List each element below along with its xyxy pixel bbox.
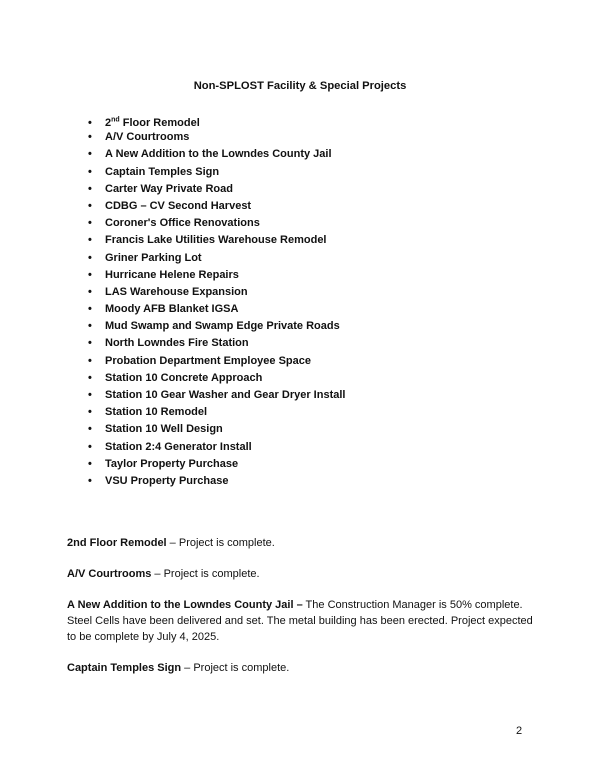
- list-item-label: North Lowndes Fire Station: [105, 337, 249, 350]
- list-item: [88, 405, 345, 422]
- detail-name: A/V Courtrooms: [67, 568, 152, 580]
- list-item-label: Hurricane Helene Repairs: [105, 268, 239, 281]
- bullet-icon: •: [88, 440, 92, 453]
- list-item: [88, 457, 345, 474]
- bullet-icon: •: [88, 474, 92, 487]
- list-item-label: Carter Way Private Road: [105, 182, 233, 195]
- list-item: [88, 130, 345, 147]
- list-item: [88, 336, 345, 353]
- list-item-label: Griner Parking Lot: [105, 251, 202, 264]
- bullet-icon: •: [88, 457, 92, 470]
- bullet-icon: •: [88, 165, 92, 178]
- list-item-label: Captain Temples Sign: [105, 165, 220, 178]
- list-item-label: Station 2:4 Generator Install: [105, 440, 252, 453]
- list-item: [88, 251, 345, 268]
- list-item-label: Mud Swamp and Swamp Edge Private Roads: [105, 320, 340, 333]
- list-item-label: Probation Department Employee Space: [105, 354, 311, 367]
- project-detail: [67, 566, 537, 582]
- list-item: [88, 147, 345, 164]
- list-item-label: Station 10 Well Design: [105, 423, 223, 436]
- list-item-label: Station 10 Concrete Approach: [105, 371, 263, 384]
- bullet-icon: •: [88, 371, 92, 384]
- list-item: [88, 319, 345, 336]
- bullet-icon: •: [88, 148, 92, 161]
- list-item: [88, 474, 345, 491]
- list-item: [88, 165, 345, 182]
- detail-name: A New Addition to the Lowndes County Jail –: [67, 599, 303, 611]
- page-number: 2: [516, 725, 523, 737]
- list-item-label: A/V Courtrooms: [105, 131, 190, 144]
- list-item: [88, 422, 345, 439]
- bullet-icon: •: [88, 131, 92, 144]
- list-item: [88, 199, 345, 216]
- list-item-label: CDBG – CV Second Harvest: [105, 199, 252, 212]
- project-detail: [67, 535, 537, 551]
- bullet-icon: •: [88, 303, 92, 316]
- bullet-icon: •: [88, 217, 92, 230]
- list-item-label: Station 10 Gear Washer and Gear Dryer Install: [105, 389, 346, 401]
- bullet-icon: •: [88, 337, 92, 350]
- list-item: [88, 285, 345, 302]
- detail-name: Captain Temples Sign: [67, 662, 182, 674]
- detail-text: – Project is complete.: [151, 568, 260, 580]
- project-detail: [67, 597, 537, 645]
- list-item: [88, 113, 345, 130]
- list-item-label: VSU Property Purchase: [105, 474, 229, 487]
- list-item: [88, 216, 345, 233]
- detail-text: The Construction Manager is 50% complete. Steel Cells have been delivered and set. The metal building has been erected. Project expected to be complete by July 4, 2025.: [67, 599, 533, 643]
- list-item-label: Moody AFB Blanket IGSA: [105, 303, 239, 316]
- bullet-icon: •: [88, 423, 92, 436]
- bullet-icon: •: [88, 389, 92, 401]
- bullet-icon: •: [88, 116, 92, 129]
- list-item: [88, 371, 345, 388]
- list-item: [88, 354, 345, 371]
- bullet-icon: •: [88, 354, 92, 367]
- detail-text: – Project is complete.: [181, 662, 290, 674]
- list-item: [88, 440, 345, 457]
- detail-name: 2nd Floor Remodel: [67, 537, 167, 549]
- list-item-label: Station 10 Remodel: [105, 406, 208, 419]
- page-title: Non-SPLOST Facility & Special Projects: [193, 80, 407, 92]
- list-item-label: 2nd Floor Remodel: [105, 116, 200, 129]
- project-list: [88, 113, 345, 491]
- list-item-label: Taylor Property Purchase: [105, 457, 239, 470]
- list-item-label: A New Addition to the Lowndes County Jail: [105, 148, 332, 161]
- list-item: [88, 302, 345, 319]
- list-item-label: LAS Warehouse Expansion: [105, 285, 248, 298]
- bullet-icon: •: [88, 320, 92, 333]
- detail-text: – Project is complete.: [166, 537, 275, 549]
- list-item-label: Coroner's Office Renovations: [105, 217, 260, 230]
- list-item-label: Francis Lake Utilities Warehouse Remodel: [105, 234, 327, 247]
- bullet-icon: •: [88, 406, 92, 419]
- list-item: [88, 268, 345, 285]
- bullet-icon: •: [88, 251, 92, 264]
- list-item: [88, 388, 345, 405]
- bullet-icon: •: [88, 199, 92, 212]
- list-item: [88, 233, 345, 250]
- bullet-icon: •: [88, 234, 92, 247]
- bullet-icon: •: [88, 182, 92, 195]
- list-item: [88, 182, 345, 199]
- bullet-icon: •: [88, 268, 92, 281]
- project-detail: [67, 660, 537, 676]
- bullet-icon: •: [88, 285, 92, 298]
